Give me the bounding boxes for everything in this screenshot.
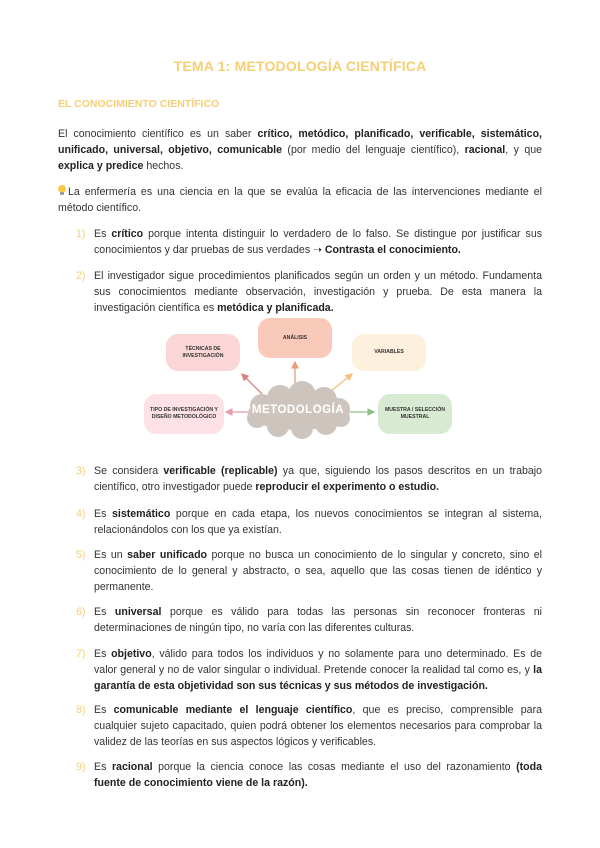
intro-paragraph: [58, 126, 542, 174]
item-span: Es: [94, 508, 112, 520]
item-span: ya que, siguiendo los pasos descritos en un trabajo científico, otro investigador puede: [94, 465, 543, 493]
item-bold: crítico: [111, 228, 144, 240]
item-span: Es: [94, 704, 114, 716]
item-span: Es: [94, 761, 112, 773]
intro-text: hechos.: [143, 160, 184, 172]
arrow-variables: [330, 374, 352, 392]
item-span: porque es válido para todas las personas sin reconocer fronteras ni determinaciones de ningún tipo, no varía con las diferentes culturas.: [94, 606, 542, 634]
item-text: [94, 759, 542, 791]
lightbulb-icon: [58, 185, 66, 196]
item-bold: objetivo: [111, 648, 152, 660]
item-bold: Contrasta el conocimiento.: [321, 244, 461, 256]
item-span: Es: [94, 648, 112, 660]
cloud-label: METODOLOGÍA: [251, 404, 345, 416]
item-span: Es un: [94, 549, 128, 561]
intro-bold: explica y predice: [58, 160, 144, 172]
intro-text: (por medio del lenguaje científico),: [282, 144, 465, 156]
arrow-tecnicas: [242, 374, 262, 394]
arrow-icon: ➝: [313, 244, 322, 256]
item-text: [94, 506, 542, 538]
item-span: Se considera: [94, 465, 164, 477]
item-text: [94, 268, 542, 316]
item-text: [94, 702, 542, 750]
item-bold: verificable (replicable): [163, 465, 278, 477]
node-muestra: MUESTRA / SELECCIÓN MUESTRAL: [378, 394, 452, 434]
intro-text: El conocimiento científico es un saber: [58, 128, 258, 140]
item-number: 5): [76, 549, 86, 561]
item-bold: sistemático: [112, 508, 171, 520]
item-number: 6): [76, 606, 86, 618]
node-variables: VARIABLES: [352, 334, 426, 371]
item-bold: saber unificado: [127, 549, 208, 561]
item-bold: universal: [114, 606, 162, 618]
intro-text: , y que: [505, 144, 542, 156]
item-text: [94, 604, 542, 636]
item-bold: metódica y planificada.: [217, 302, 334, 314]
methodology-diagram: [130, 312, 470, 447]
item-number: 1): [76, 228, 86, 240]
item-span: porque en cada etapa, los nuevos conocimientos se integran al sistema, relacionándolos con los que ya existían.: [94, 508, 542, 536]
item-span: Es: [94, 606, 115, 618]
item-span: , que es preciso, comprensible para cualquier sujeto capacitado, quien podrá obtener los elementos necesarios para comprobar la validez de las teorías en sus aspectos lógicos y verificables.: [94, 704, 542, 748]
item-text: [94, 226, 542, 258]
item-text: [94, 547, 542, 595]
intro-bold: crítico, metódico, planificado, verificable, sistemático, unificado, universal, objetivo, comunicable: [58, 128, 542, 156]
node-tipo: TIPO DE INVESTIGACIÓN Y DISEÑO METODOLÓGICO: [144, 394, 224, 434]
item-bold: reproducir el experimento o estudio.: [255, 481, 440, 493]
node-analisis: ANÁLISIS: [258, 318, 332, 358]
item-bold: racional: [111, 761, 153, 773]
item-text: [94, 646, 542, 694]
item-bold: la garantía de esta objetividad son sus técnicas y sus métodos de investigación.: [94, 664, 542, 692]
item-span: El investigador sigue procedimientos planificados según un orden y un método. Fundamenta sus conocimientos mediante observación, investigación y prueba. De esta manera la investigación científica es: [94, 270, 542, 314]
item-text: [94, 463, 542, 495]
item-bold: (toda fuente de conocimiento viene de la razón).: [94, 761, 543, 789]
section-heading: EL CONOCIMIENTO CIENTÍFICO: [58, 98, 220, 110]
item-number: 3): [76, 465, 86, 477]
item-number: 9): [76, 761, 86, 773]
item-span: porque no busca un conocimiento de lo singular y concreto, sino el conocimiento de lo general y abstracto, o sea, aquello que las cosas tienen de idéntico y permanente.: [94, 549, 542, 593]
intro-bold: racional: [464, 144, 506, 156]
nursing-paragraph: [58, 184, 542, 216]
item-span: Es: [94, 228, 112, 240]
page-title: TEMA 1: METODOLOGÍA CIENTÍFICA: [173, 58, 427, 74]
item-number: 4): [76, 508, 86, 520]
item-number: 2): [76, 270, 86, 282]
item-span: porque la ciencia conoce las cosas mediante el uso del razonamiento: [152, 761, 517, 773]
item-number: 7): [76, 648, 86, 660]
node-tecnicas: TÉCNICAS DE INVESTIGACIÓN: [166, 334, 240, 371]
item-number: 8): [76, 704, 86, 716]
nursing-text: La enfermería es una ciencia en la que se evalúa la eficacia de las intervenciones mediante el método científico.: [58, 186, 542, 214]
item-span: , válido para todos los individuos y no solamente para uno determinado. Es de valor general y no de valor singular o individual. Pretende conocer la realidad tal como es, y: [94, 648, 542, 676]
item-span: porque intenta distinguir lo verdadero de lo falso. Se distingue por justificar sus conocimientos y dar pruebas de sus verdades: [94, 228, 543, 256]
item-bold: comunicable mediante el lenguaje científico: [113, 704, 353, 716]
